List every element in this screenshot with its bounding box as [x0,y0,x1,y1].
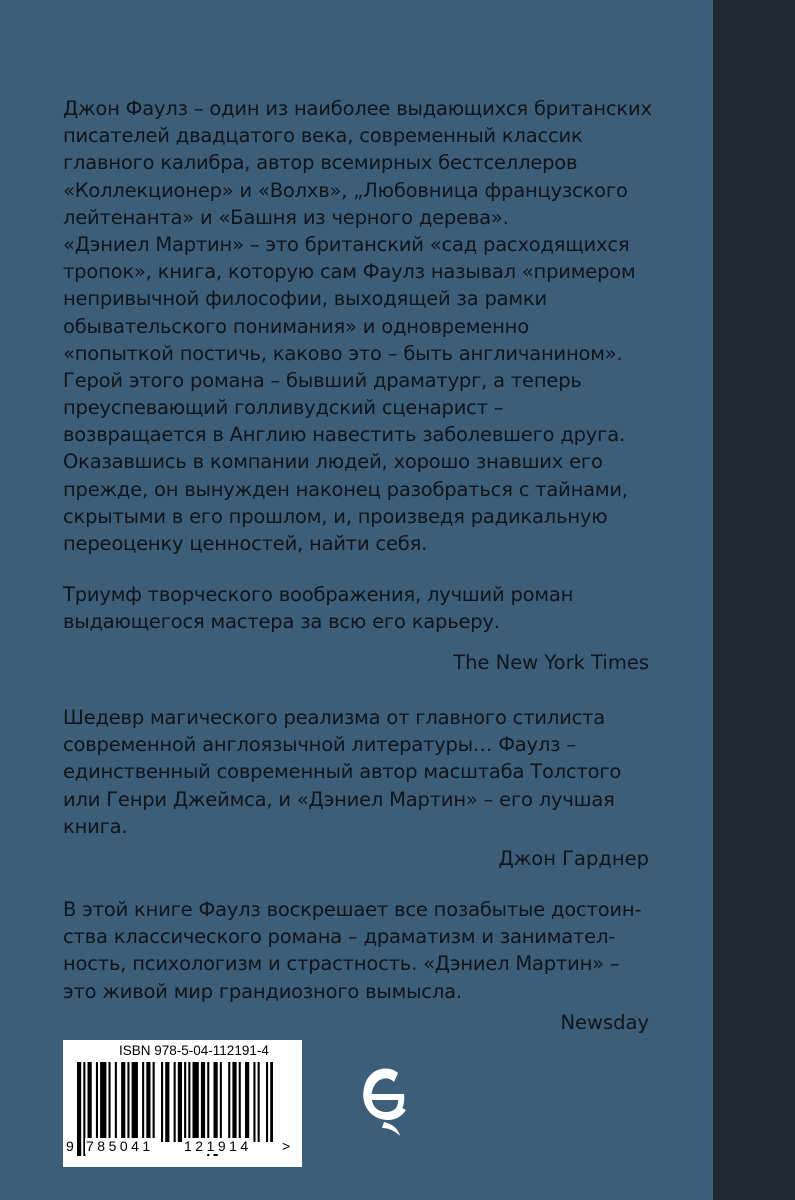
quote-line: это живой мир грандиозного вымысла. [63,979,462,1003]
quote-line: ства классического романа – драматизм и занимател- [63,925,616,949]
barcode-bar [184,1062,186,1142]
barcode-bar [174,1062,176,1142]
quote-line: В этой книге Фаулз воскрешает все позабытые достоин- [63,898,642,921]
barcode-bar [109,1062,111,1142]
quote-line: современной англоязычной литературы… Фаулз – [63,733,576,757]
annotation-line: прежде, он вынужден наконец разобраться с тайнами, [63,477,628,501]
annotation-line: обывательского понимания» и одновременно [63,314,529,338]
barcode-arrow: > [282,1138,291,1154]
quote-line: или Генри Джеймса, и «Дэниел Мартин» – его лучшая [63,787,615,811]
barcode-digits-left: 785041 [86,1138,154,1154]
quote-line: ность, психологизм и страстность. «Дэниел Мартин» – [63,952,620,976]
barcode-bar [245,1062,249,1142]
quote-source-2: Джон Гарднер [498,847,649,870]
barcode-bar [232,1062,236,1142]
quote-source-1: The New York Times [453,651,649,674]
barcode-bar [142,1062,144,1142]
quote-line: книга. [63,814,128,838]
barcode-bar [153,1062,155,1142]
barcode-bar [88,1062,92,1142]
barcode-digit-prefix: 9 [66,1138,74,1154]
annotation-line: переоценку ценностей, найти себя. [63,532,428,555]
annotation-line: тропок», книга, которую сам Фаулз называл «примером [63,260,636,284]
review-quote-2 [63,704,653,840]
barcode-bar [127,1062,129,1142]
annotation-line: Джон Фаулз – один из наиболее выдающихся британских [63,97,652,120]
barcode-bar [270,1062,273,1142]
annotation-line: «попыткой постичь, каково это – быть англичанином». [63,341,623,365]
barcode-bar [121,1062,125,1142]
annotation-text [63,95,653,557]
quote-line: выдающегося мастера за всю его карьеру. [63,610,500,634]
quote-line: единственный современный автор масштаба Толстого [63,760,622,784]
barcode-bar [165,1062,169,1142]
barcode-bar [258,1062,260,1142]
annotation-line: непривычной философии, выходящей за рамки [63,287,547,311]
quote-line: Шедевр магического реализма от главного стилиста [63,706,605,729]
barcode-bar [178,1062,182,1142]
barcode-bar [77,1062,81,1156]
review-quote-3 [63,896,653,1005]
isbn-label: ISBN 978-5-04-112191-4 [119,1043,269,1058]
annotation-line: главного калибра, автор всемирных бестселлеров [63,151,578,175]
barcode-digits-right: 121914 [184,1138,252,1154]
annotation-line: лейтенанта» и «Башня из черного дерева». [63,205,509,229]
barcode-bar [115,1062,117,1142]
barcode-bar [220,1062,222,1142]
quote-line: Триумф творческого воображения, лучший роман [63,583,574,606]
eksmo-logo-icon [358,1062,414,1138]
barcode-bar [100,1062,106,1142]
barcode-bar [161,1062,163,1142]
annotation-line: «Дэниел Мартин» – это британский «сад расходящихся [63,232,630,256]
spine-strip [713,0,795,1200]
barcode-bar [132,1062,138,1142]
barcode-bar [146,1062,150,1142]
quote-source-3: Newsday [560,1011,649,1034]
barcode-bar [266,1062,268,1142]
annotation-line: писателей двадцатого века, современный классик [63,124,583,148]
barcode [63,1040,302,1167]
annotation-line: Оказавшись в компании людей, хорошо знавших его [63,450,603,474]
annotation-line: скрытыми в его прошлом, и, произведя радикальную [63,504,608,528]
barcode-bar [193,1062,199,1142]
barcode-bar [201,1062,205,1142]
barcode-bar [239,1062,241,1142]
annotation-line: преуспевающий голливудский сценарист – [63,396,504,420]
annotation-line: возвращается в Англию навестить заболевшего друга. [63,423,625,447]
barcode-bar [188,1062,190,1142]
barcode-bar [228,1062,230,1142]
barcode-bar [253,1062,255,1142]
annotation-line: Герой этого романа – бывший драматург, а теперь [63,368,582,392]
review-quote-1 [63,581,653,635]
annotation-line: «Коллекционер» и «Волхв», „Любовница французского [63,178,628,202]
barcode-bar [96,1062,98,1142]
